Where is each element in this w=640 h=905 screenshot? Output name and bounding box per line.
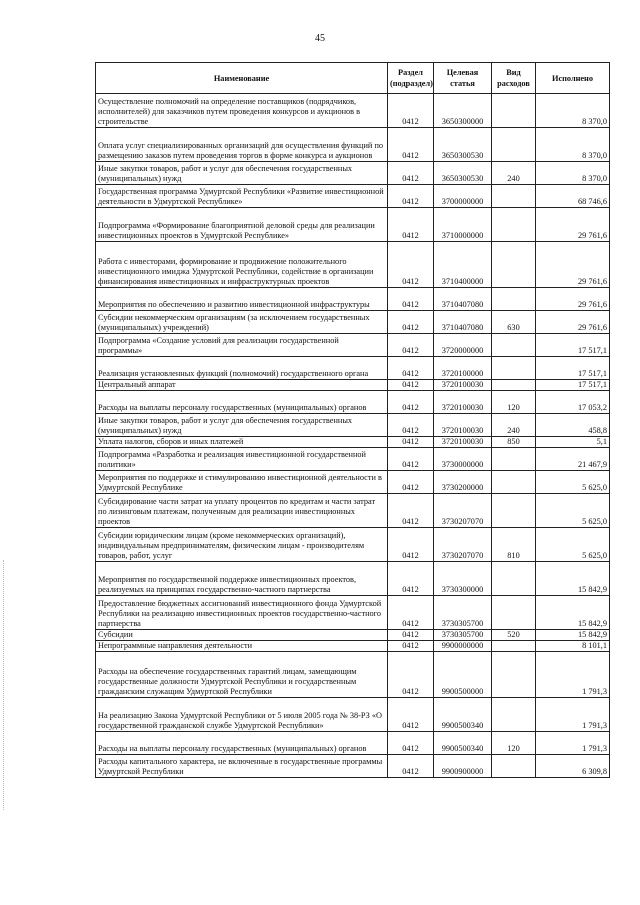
row-name: Субсидии юридическим лицам (кроме некоммерческих организаций), индивидуальным предпринимателям, физическим лицам - производителям товаров, работ, услуг (96, 528, 388, 562)
row-executed: 8 370,0 (536, 94, 610, 128)
row-executed: 8 370,0 (536, 162, 610, 185)
row-target: 3700000000 (434, 185, 492, 208)
row-name: Мероприятия по поддержке и стимулированию инвестиционной деятельности в Удмуртской Республике (96, 471, 388, 494)
table-row (96, 334, 610, 357)
row-target: 3710407080 (434, 311, 492, 334)
table-row (96, 528, 610, 562)
row-section: 0412 (388, 311, 434, 334)
row-section: 0412 (388, 698, 434, 732)
row-name: Центральный аппарат (96, 380, 388, 391)
row-name: Работа с инвесторами, формирование и продвижение положительного инвестиционного имиджа Удмуртской Республики, содействие в организации финансирования инвестиционных и инфраструктурных проектов (96, 242, 388, 288)
row-name: Субсидирование части затрат на уплату процентов по кредитам и части затрат по лизинговым платежам, полученным для реализации инвестиционных проектов (96, 494, 388, 528)
row-name: Мероприятия по государственной поддержке инвестиционных проектов, реализуемых на принципах государственно-частного партнерства (96, 562, 388, 596)
row-executed: 68 746,6 (536, 185, 610, 208)
row-executed: 6 309,8 (536, 755, 610, 778)
row-name: Оплата услуг специализированных организаций для осуществления функций по размещению заказов путем проведения торгов в форме конкурса и аукционов (96, 128, 388, 162)
row-executed: 5,1 (536, 437, 610, 448)
row-expense-type (492, 471, 536, 494)
table-body (96, 94, 610, 778)
row-expense-type (492, 208, 536, 242)
row-target: 3710407080 (434, 288, 492, 311)
row-expense-type: 240 (492, 414, 536, 437)
row-expense-type: 630 (492, 311, 536, 334)
row-section: 0412 (388, 208, 434, 242)
row-executed: 1 791,3 (536, 652, 610, 698)
header-expense-type: Вид расходов (492, 63, 536, 94)
row-name: На реализацию Закона Удмуртской Республики от 5 июля 2005 года № 38-РЗ «О государственной гражданской службе Удмуртской Республики» (96, 698, 388, 732)
table-row (96, 698, 610, 732)
row-target: 9900500340 (434, 698, 492, 732)
row-executed: 29 761,6 (536, 242, 610, 288)
row-section: 0412 (388, 414, 434, 437)
row-expense-type (492, 596, 536, 630)
header-section: Раздел (подраздел) (388, 63, 434, 94)
row-name: Расходы на выплаты персоналу государственных (муниципальных) органов (96, 391, 388, 414)
row-section: 0412 (388, 528, 434, 562)
row-name: Иные закупки товаров, работ и услуг для обеспечения государственных (муниципальных) нужд (96, 162, 388, 185)
row-executed: 1 791,3 (536, 698, 610, 732)
row-executed: 8 101,1 (536, 641, 610, 652)
table-row (96, 732, 610, 755)
row-section: 0412 (388, 162, 434, 185)
row-target: 9900000000 (434, 641, 492, 652)
row-section: 0412 (388, 357, 434, 380)
table-row (96, 242, 610, 288)
row-name: Предоставление бюджетных ассигнований инвестиционного фонда Удмуртской Республики на реализацию инвестиционных проектов государственно-частного партнерства (96, 596, 388, 630)
row-executed: 29 761,6 (536, 288, 610, 311)
row-section: 0412 (388, 128, 434, 162)
row-executed: 5 625,0 (536, 471, 610, 494)
header-name: Наименование (96, 63, 388, 94)
row-name: Уплата налогов, сборов и иных платежей (96, 437, 388, 448)
row-name: Расходы на обеспечение государственных гарантий лицам, замещающим государственные должности Удмуртской Республики и государственным гражданским служащим Удмуртской Республики (96, 652, 388, 698)
row-expense-type (492, 380, 536, 391)
row-target: 3730207070 (434, 528, 492, 562)
row-section: 0412 (388, 334, 434, 357)
row-section: 0412 (388, 288, 434, 311)
row-name: Подпрограмма «Разработка и реализация инвестиционной государственной политики» (96, 448, 388, 471)
row-name: Мероприятия по обеспечению и развитию инвестиционной инфраструктуры (96, 288, 388, 311)
row-target: 3720100030 (434, 414, 492, 437)
row-expense-type (492, 357, 536, 380)
row-name: Субсидии некоммерческим организациям (за исключением государственных (муниципальных) учреждений) (96, 311, 388, 334)
row-executed: 29 761,6 (536, 311, 610, 334)
row-executed: 5 625,0 (536, 494, 610, 528)
row-expense-type: 520 (492, 630, 536, 641)
row-name: Непрограммные направления деятельности (96, 641, 388, 652)
row-target: 3650300000 (434, 94, 492, 128)
row-section: 0412 (388, 652, 434, 698)
row-section: 0412 (388, 380, 434, 391)
row-executed: 15 842,9 (536, 630, 610, 641)
row-expense-type (492, 652, 536, 698)
row-target: 3650300530 (434, 128, 492, 162)
header-row (96, 63, 610, 94)
row-section: 0412 (388, 448, 434, 471)
row-expense-type (492, 448, 536, 471)
table-row (96, 128, 610, 162)
row-section: 0412 (388, 94, 434, 128)
table-row (96, 494, 610, 528)
row-target: 3730305700 (434, 630, 492, 641)
row-expense-type: 810 (492, 528, 536, 562)
table-row (96, 288, 610, 311)
row-section: 0412 (388, 755, 434, 778)
table-row (96, 652, 610, 698)
table-row (96, 414, 610, 437)
row-target: 9900500000 (434, 652, 492, 698)
row-expense-type (492, 242, 536, 288)
row-executed: 17 517,1 (536, 357, 610, 380)
row-executed: 17 517,1 (536, 380, 610, 391)
row-section: 0412 (388, 494, 434, 528)
row-expense-type (492, 334, 536, 357)
row-name: Реализация установленных функций (полномочий) государственного органа (96, 357, 388, 380)
row-target: 3720000000 (434, 334, 492, 357)
row-target: 3710000000 (434, 208, 492, 242)
row-expense-type (492, 94, 536, 128)
row-section: 0412 (388, 630, 434, 641)
table-row (96, 630, 610, 641)
table-row (96, 596, 610, 630)
table-row (96, 380, 610, 391)
row-executed: 15 842,9 (536, 562, 610, 596)
row-expense-type (492, 288, 536, 311)
row-expense-type: 850 (492, 437, 536, 448)
row-section: 0412 (388, 641, 434, 652)
row-section: 0412 (388, 471, 434, 494)
row-name: Подпрограмма «Создание условий для реализации государственной программы» (96, 334, 388, 357)
row-name: Субсидии (96, 630, 388, 641)
row-target: 3720100030 (434, 437, 492, 448)
row-section: 0412 (388, 391, 434, 414)
row-target: 3710400000 (434, 242, 492, 288)
table-row (96, 471, 610, 494)
table-row (96, 208, 610, 242)
row-target: 3730300000 (434, 562, 492, 596)
row-executed: 1 791,3 (536, 732, 610, 755)
row-target: 3730200000 (434, 471, 492, 494)
table-row (96, 94, 610, 128)
table-row (96, 357, 610, 380)
row-expense-type (492, 755, 536, 778)
row-target: 3650300530 (434, 162, 492, 185)
row-executed: 17 517,1 (536, 334, 610, 357)
header-target: Целевая статья (434, 63, 492, 94)
row-section: 0412 (388, 185, 434, 208)
table-row (96, 437, 610, 448)
row-expense-type (492, 185, 536, 208)
table-row (96, 755, 610, 778)
row-expense-type (492, 641, 536, 652)
row-target: 9900900000 (434, 755, 492, 778)
row-name: Подпрограмма «Формирование благоприятной деловой среды для реализации инвестиционных проектов в Удмуртской Республике» (96, 208, 388, 242)
table-row (96, 185, 610, 208)
row-target: 3730305700 (434, 596, 492, 630)
row-name: Осуществление полномочий на определение поставщиков (подрядчиков, исполнителей) для заказчиков путем проведения конкурсов и аукционов в строительстве (96, 94, 388, 128)
row-name: Иные закупки товаров, работ и услуг для обеспечения государственных (муниципальных) нужд (96, 414, 388, 437)
budget-table (95, 62, 610, 778)
row-expense-type (492, 128, 536, 162)
row-target: 3720100000 (434, 357, 492, 380)
row-section: 0412 (388, 437, 434, 448)
row-target: 9900500340 (434, 732, 492, 755)
row-executed: 15 842,9 (536, 596, 610, 630)
row-expense-type (492, 562, 536, 596)
row-target: 3730000000 (434, 448, 492, 471)
row-executed: 21 467,9 (536, 448, 610, 471)
row-executed: 5 625,0 (536, 528, 610, 562)
header-executed: Исполнено (536, 63, 610, 94)
table-row (96, 448, 610, 471)
row-target: 3720100030 (434, 391, 492, 414)
row-section: 0412 (388, 732, 434, 755)
row-expense-type (492, 698, 536, 732)
row-target: 3730207070 (434, 494, 492, 528)
row-section: 0412 (388, 242, 434, 288)
table-row (96, 562, 610, 596)
row-section: 0412 (388, 596, 434, 630)
row-expense-type (492, 494, 536, 528)
row-executed: 8 370,0 (536, 128, 610, 162)
row-name: Расходы на выплаты персоналу государственных (муниципальных) органов (96, 732, 388, 755)
row-executed: 17 053,2 (536, 391, 610, 414)
table-row (96, 162, 610, 185)
scan-margin-mark (3, 560, 5, 810)
row-executed: 458,8 (536, 414, 610, 437)
row-name: Расходы капитального характера, не включенные в государственные программы Удмуртской Республики (96, 755, 388, 778)
row-name: Государственная программа Удмуртской Республики «Развитие инвестиционной деятельности в Удмуртской Республике» (96, 185, 388, 208)
page-number: 45 (315, 33, 325, 44)
row-executed: 29 761,6 (536, 208, 610, 242)
row-target: 3720100030 (434, 380, 492, 391)
table-row (96, 641, 610, 652)
row-expense-type: 120 (492, 391, 536, 414)
row-expense-type: 120 (492, 732, 536, 755)
table-row (96, 311, 610, 334)
row-expense-type: 240 (492, 162, 536, 185)
row-section: 0412 (388, 562, 434, 596)
table-row (96, 391, 610, 414)
